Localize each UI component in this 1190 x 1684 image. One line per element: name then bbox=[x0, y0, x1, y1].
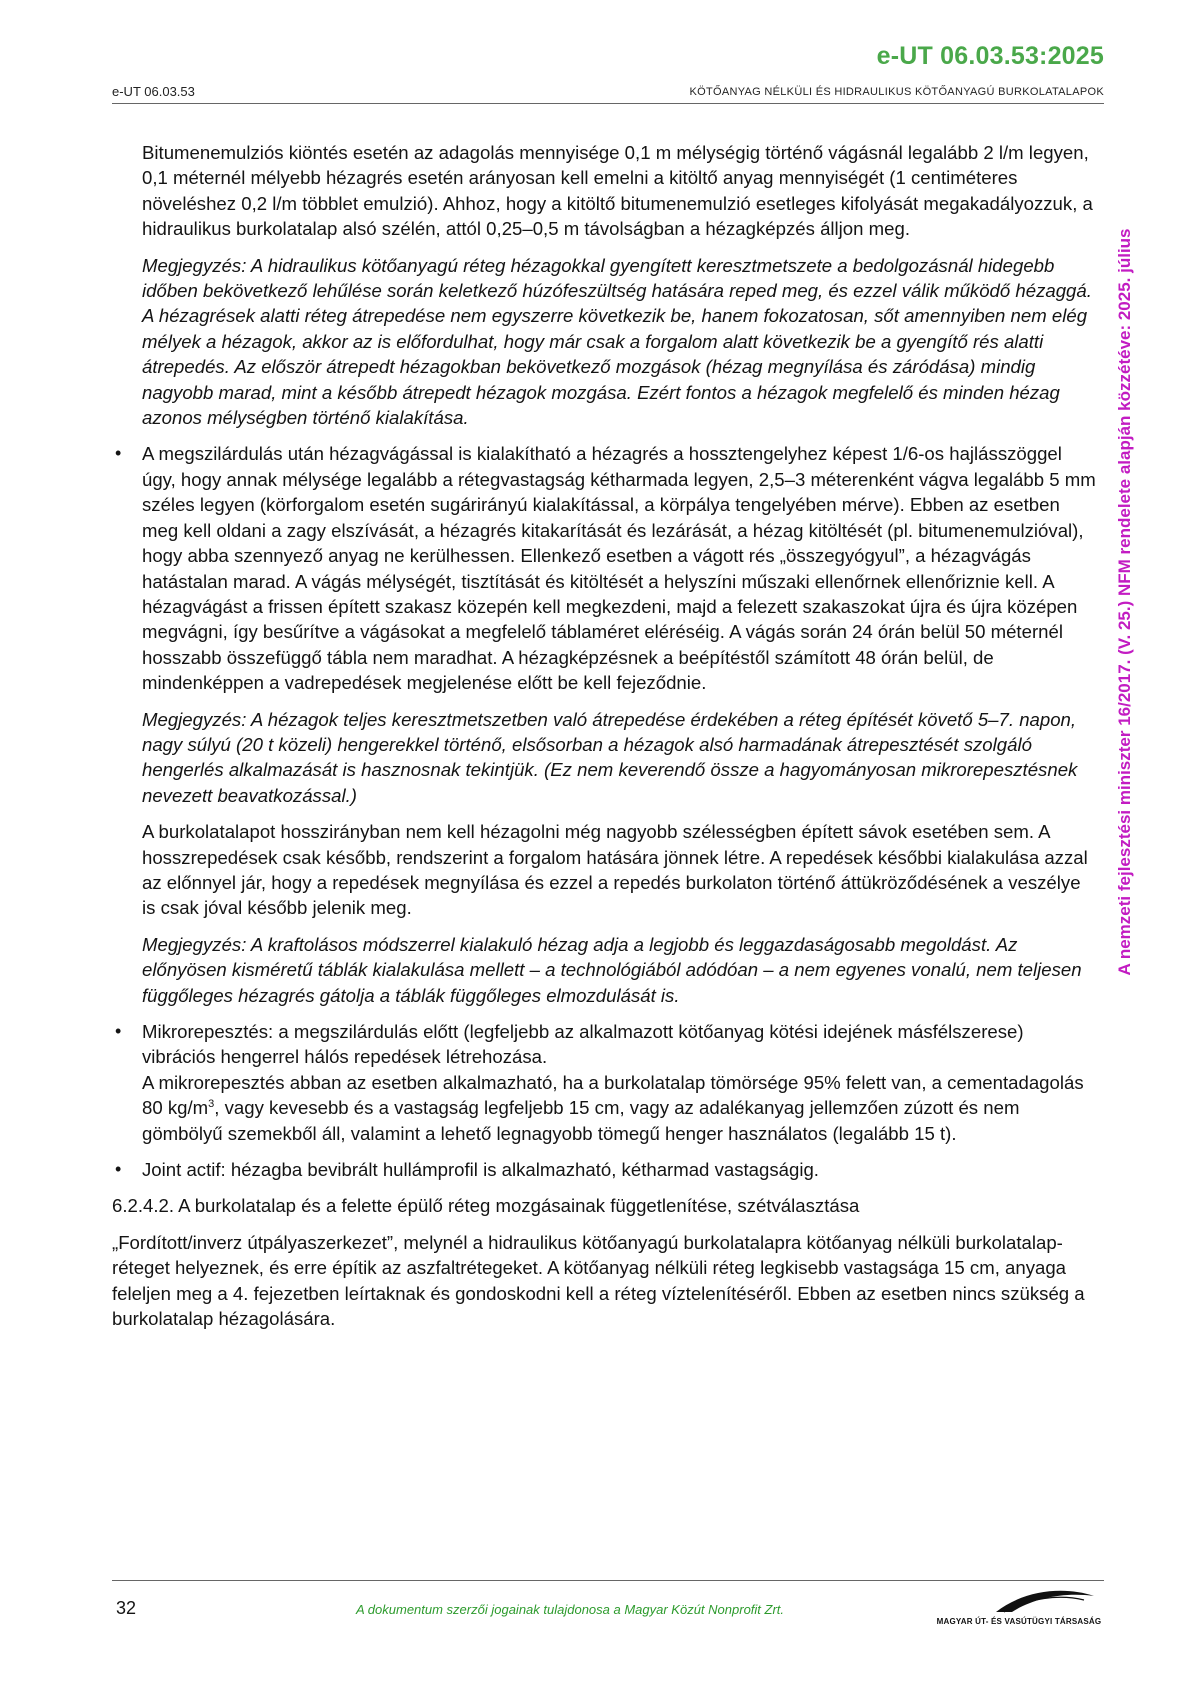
society-logo bbox=[934, 1582, 1104, 1632]
section-heading-6-2-4-2: 6.2.4.2. A burkolatalap és a felette épülő réteg mozgásainak függetlenítése, szétválasztása bbox=[112, 1195, 860, 1217]
header-divider bbox=[112, 103, 1104, 104]
header-chapter-title: KÖTŐANYAG NÉLKÜLI ÉS HIDRAULIKUS KÖTŐANYAGÚ BURKOLATALAPOK bbox=[689, 86, 1104, 98]
copyright-notice: A dokumentum szerzői jogainak tulajdonosa a Magyar Közút Nonprofit Zrt. bbox=[356, 1602, 785, 1617]
note-heavy-rolling: Megjegyzés: A hézagok teljes keresztmetszetben való átrepedése érdekében a réteg építését követő 5–7. napon, nagy súlyú (20 t közeli) hengerekkel történő, elsősorban a hézagok alsó harmadának átrepesztését szolgáló hengerlés alkalmazását is hasznosnak tekintjük. (Ez nem keverendő össze a hagyományosan mikrorepesztésnek nevezett beavatkozással.) bbox=[142, 708, 1078, 806]
document-code: e-UT 06.03.53:2025 bbox=[876, 42, 1104, 70]
logo-text: MAGYAR ÚT- ÉS VASÚTÜGYI TÁRSASÁG bbox=[936, 1617, 1102, 1626]
swoosh-logo-icon bbox=[934, 1582, 1104, 1622]
note-kraft-method: Megjegyzés: A kraftolásos módszerrel kialakuló hézag adja a legjobb és leggazdaságosabb megoldást. Az előnyösen kisméretű táblák kialakulása mellett – a technológiából adódóan – a nem egyenes vonalú, nem teljesen függőleges hézagrés gátolja a táblák függőleges elmozdulását is. bbox=[142, 933, 1082, 1006]
paragraph-inverse-pavement: „Fordított/inverz útpályaszerkezet”, melynél a hidraulikus kötőanyagú burkolatalapra kötőanyag nélküli burkolatalap-réteget helyeznek, és erre építik az aszfaltrétegeket. A kötőanyag nélküli réteg legkisebb vastagsága 15 cm, anyaga feleljen meg a 4. fejezetben leírtaknak és gondoskodni kell a réteg víztelenítéséről. Ebben az esetben nincs szükség a burkolatalap hézagolására. bbox=[112, 1231, 1085, 1330]
main-content bbox=[112, 140, 1096, 1342]
header-doc-id: e-UT 06.03.53 bbox=[112, 84, 195, 99]
list-item-text: A megszilárdulás után hézagvágással is kialakítható a hézagrés a hossztengelyhez képest 1/6-os hajlásszöggel úgy, hogy annak mélysége legalább a rétegvastagság kétharmada legyen, 2,5–3 méterenként vágva legalább 5 mm széles legyen (körforgalom esetén sugárirányú kialakítással, a körpálya tengelyében mérve). Ebben az esetben meg kell oldani a zagy elszívását, a hézagrés kitakarítását és lezárását, a hézag kitöltését (pl. bitumenemulzióval), hogy abba szennyező anyag ne kerülhessen. Ellenkező esetben a vágott rés „összegyógyul”, a hézagvágás hatástalan marad. A vágás mélységét, tisztítását és kitöltését a helyszíni műszaki ellenőrnek ellenőriznie kell. A hézagvágást a frissen épített szakasz közepén kell megkezdeni, majd a felezett szakaszokat újra és újra középen megvágni, így besűrítve a vágásokat a megfelelő táblaméret eléréséig. A vágás során 24 órán belül 50 méternél hosszabb összefüggő tábla nem maradhat. A hézagképzésnek a beépítéstől számított 48 órán belül, de mindenképpen a vadrepedések megjelenése előtt be kell fejeződnie. bbox=[142, 443, 1096, 694]
paragraph-bitumen-emulsion: Bitumenemulziós kiöntés esetén az adagolás mennyisége 0,1 m mélységig történő vágásnál legalább 2 l/m legyen, 0,1 méternél mélyebb hézagrés esetén arányosan kell emelni a kitöltő anyag mennyiségét (1 centiméteres növeléshez 0,2 l/m többlet emulzió). Ahhoz, hogy a kitöltő bitumenemulzió esetleges kifolyását megakadályozzuk, a hidraulikus burkolatalap alsó szélén, attól 0,25–0,5 m távolságban a hézagképzés álljon meg. bbox=[142, 142, 1093, 240]
footer-divider bbox=[112, 1580, 1104, 1581]
publication-side-note: A nemzeti fejlesztési miniszter 16/2017. (V. 25.) NFM rendelete alapján közzétéve: 2025. július bbox=[1115, 228, 1134, 976]
list-item-joint-cutting bbox=[112, 441, 1096, 695]
bullet-icon: • bbox=[115, 1021, 122, 1041]
page-number: 32 bbox=[116, 1598, 137, 1618]
bullet-icon: • bbox=[115, 1159, 122, 1180]
bullet-icon: • bbox=[115, 443, 122, 464]
list-item-text: Mikrorepesztés: a megszilárdulás előtt (legfeljebb az alkalmazott kötőanyag kötési idejének másfélszerese) vibrációs hengerrel hálós repedések létrehozása. bbox=[142, 1021, 1024, 1068]
list-item-joint-actif bbox=[112, 1157, 1096, 1182]
paragraph-longitudinal-joints: A burkolatalapot hosszirányban nem kell hézagolni még nagyobb szélességben épített sávok esetében sem. A hosszrepedések csak később, rendszerint a forgalom hatására jönnek létre. A repedések későbbi kialakulása azzal az előnnyel jár, hogy a repedések megnyílása és ezzel a repedés burkolaton történő áttükröződésének a veszélye is csak jóval később jelenik meg. bbox=[142, 821, 1088, 919]
list-item-text: Joint actif: hézagba bevibrált hullámprofil is alkalmazható, kétharmad vastagságig. bbox=[142, 1159, 819, 1181]
list-item-microcracking bbox=[112, 1019, 1096, 1146]
list-item-continuation: A mikrorepesztés abban az esetben alkalmazható, ha a burkolatalap tömörsége 95% felett van, a cementadagolás 80 $kg/m^3$, vagy kevesebb és a vastagság legfeljebb 15 cm, vagy az adalékanyag jellemzően zúzott és nem gömbölyű szemekből áll, valamint a lehető legnagyobb tömegű henger használatos (legalább 15 t). bbox=[142, 1071, 1084, 1144]
note-joint-cracking: Megjegyzés: A hidraulikus kötőanyagú réteg hézagokkal gyengített keresztmetszete a bedolgozásnál hidegebb időben bekövetkező lehűlése során keletkező húzófeszültség hatására reped meg, és ezzel válik működő hézaggá. A hézagrések alatti réteg átrepedése nem egyszerre következik be, hanem fokozatosan, sőt amennyiben nem elég mélyek a hézagok, akkor az is előfordulhat, hogy már csak a forgalom alatt következik be a gyengítő rés alatti átrepedés. Az először átrepedt hézagokban bekövetkező mozgások (hézag megnyílása és záródása) mindig nagyobb marad, mint a később átrepedt hézagok mozgása. Ezért fontos a hézagok megfelelő és minden hézag azonos mélységben történő kialakítása. bbox=[142, 254, 1092, 429]
